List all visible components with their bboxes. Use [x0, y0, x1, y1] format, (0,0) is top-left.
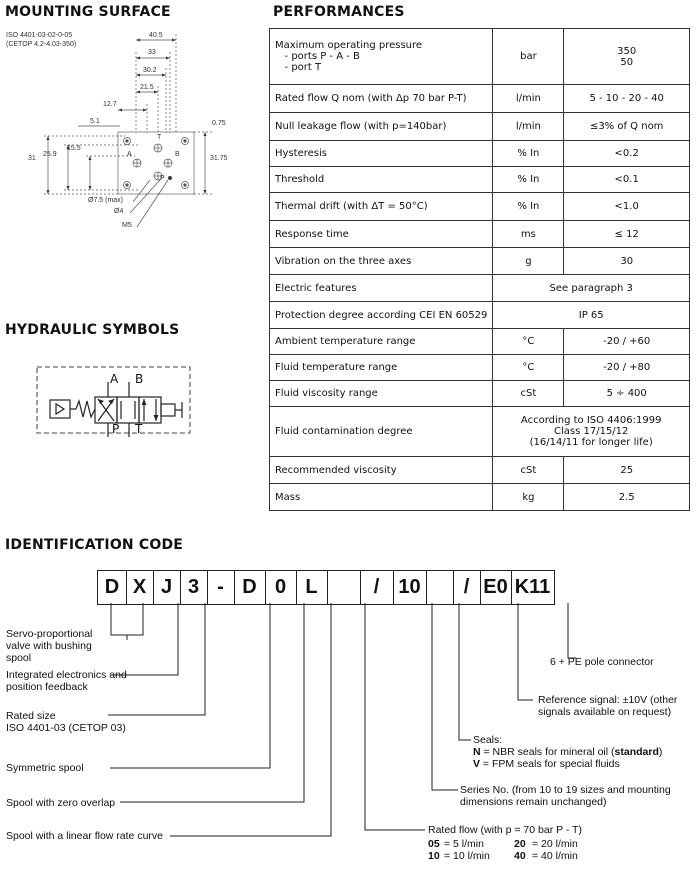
label-symmetric-spool: Symmetric spool — [6, 762, 84, 774]
code-box: - — [207, 570, 235, 605]
note-m5: M5 — [122, 222, 132, 229]
dim-25-9: 25.9 — [43, 151, 57, 158]
performance-row — [270, 193, 690, 221]
performances-table — [269, 28, 690, 511]
performances-heading: PERFORMANCES — [273, 4, 405, 20]
performance-parameter: Mass — [270, 484, 493, 511]
mounting-surface-heading: MOUNTING SURFACE — [5, 4, 171, 20]
code-box: D — [97, 570, 127, 605]
performance-value: <1.0 — [564, 193, 690, 221]
performance-row — [270, 248, 690, 275]
code-box: 0 — [265, 570, 297, 605]
label-integrated-electronics: Integrated electronics and position feedback — [6, 669, 127, 693]
performance-parameter: Null leakage flow (with p=140bar) — [270, 113, 493, 141]
dim-0-75: 0.75 — [212, 120, 226, 127]
performance-parameter: Electric features — [270, 275, 493, 302]
label-seals: Seals: N = NBR seals for mineral oil (standard) V = FPM seals for special fluids — [473, 734, 663, 770]
code-box: J — [153, 570, 181, 605]
performance-row — [270, 381, 690, 407]
label-pole-connector: 6 + PE pole connector — [550, 656, 654, 668]
performance-unit: °C — [493, 355, 564, 381]
performance-value: 2.5 — [564, 484, 690, 511]
performance-unit: bar — [493, 29, 564, 85]
hydraulic-port-B: B — [135, 372, 144, 386]
iso-standard-line2: (CETOP 4.2-4.03-350) — [6, 41, 77, 48]
label-rated-flow: Rated flow (with p = 70 bar P - T) 05 = 5 l/min 20 = 20 l/min 10 = 10 l/min 40 = 40 l/min — [428, 824, 582, 862]
performance-parameter: Fluid viscosity range — [270, 381, 493, 407]
hydraulic-port-T: T — [135, 422, 143, 436]
code-box: / — [453, 570, 481, 605]
performance-parameter: Thermal drift (with ΔT = 50°C) — [270, 193, 493, 221]
performance-parameter: Vibration on the three axes — [270, 248, 493, 275]
port-label-T: T — [157, 134, 162, 141]
code-box: 10 — [393, 570, 427, 605]
performance-unit: ms — [493, 221, 564, 248]
performance-parameter: Rated flow Q nom (with Δp 70 bar P-T) — [270, 85, 493, 113]
note-diameter-7-5: Ø7.5 (max) — [88, 197, 124, 204]
hydraulic-symbols-heading: HYDRAULIC SYMBOLS — [5, 322, 180, 338]
code-box: X — [126, 570, 154, 605]
dim-30-2: 30.2 — [143, 67, 157, 74]
performance-value: 5 ÷ 400 — [564, 381, 690, 407]
label-reference-signal: Reference signal: ±10V (other signals available on request) — [538, 694, 678, 718]
performance-unit: % In — [493, 193, 564, 221]
performance-row — [270, 484, 690, 511]
performance-unit: l/min — [493, 85, 564, 113]
dim-12-7: 12.7 — [103, 101, 117, 108]
performance-unit: % In — [493, 167, 564, 193]
code-box: L — [296, 570, 328, 605]
label-rated-size: Rated size ISO 4401-03 (CETOP 03) — [6, 710, 126, 734]
code-box — [426, 570, 454, 605]
code-box: 3 — [180, 570, 208, 605]
performance-value: -20 / +60 — [564, 329, 690, 355]
performance-parameter: Response time — [270, 221, 493, 248]
performance-parameter: Threshold — [270, 167, 493, 193]
performance-value: According to ISO 4406:1999 Class 17/15/12 (16/14/11 for longer life) — [493, 407, 690, 457]
performance-row — [270, 457, 690, 484]
performance-parameter: Hysteresis — [270, 141, 493, 167]
performance-value: 350 50 — [564, 29, 690, 85]
hydraulic-port-P: P — [112, 422, 120, 436]
performance-row — [270, 407, 690, 457]
code-box: / — [360, 570, 394, 605]
label-series-number: Series No. (from 10 to 19 sizes and mounting dimensions remain unchanged) — [460, 784, 671, 808]
iso-standard-line1: ISO 4401-03-02-0-05 — [6, 32, 73, 39]
label-linear-flow: Spool with a linear flow rate curve — [6, 830, 163, 842]
performance-parameter: Recommended viscosity — [270, 457, 493, 484]
performance-row — [270, 29, 690, 85]
dim-31-75: 31.75 — [210, 155, 228, 162]
performance-row — [270, 275, 690, 302]
code-box: K11 — [511, 570, 555, 605]
code-box: E0 — [480, 570, 512, 605]
identification-code-heading: IDENTIFICATION CODE — [5, 537, 184, 553]
performance-row — [270, 329, 690, 355]
performance-parameter: Maximum operating pressure - ports P - A - B - port T — [270, 29, 493, 85]
performance-value: 25 — [564, 457, 690, 484]
performance-parameter: Fluid contamination degree — [270, 407, 493, 457]
label-servo-proportional: Servo-proportional valve with bushing spool — [6, 628, 93, 664]
port-label-B: B — [175, 151, 180, 158]
performance-parameter: Ambient temperature range — [270, 329, 493, 355]
performance-value: 30 — [564, 248, 690, 275]
performance-row — [270, 85, 690, 113]
performance-value: IP 65 — [493, 302, 690, 329]
performance-row — [270, 355, 690, 381]
note-diameter-4: Ø4 — [114, 208, 124, 215]
performance-unit: °C — [493, 329, 564, 355]
performance-unit: cSt — [493, 381, 564, 407]
label-zero-overlap: Spool with zero overlap — [6, 797, 116, 809]
dim-21-5: 21.5 — [140, 84, 154, 91]
performance-value: See paragraph 3 — [493, 275, 690, 302]
performance-unit: kg — [493, 484, 564, 511]
performance-parameter: Fluid temperature range — [270, 355, 493, 381]
performance-value: 5 - 10 - 20 - 40 — [564, 85, 690, 113]
performance-unit: cSt — [493, 457, 564, 484]
port-label-P: P — [160, 175, 165, 182]
dim-15-5: 15.5 — [67, 145, 81, 152]
performance-unit: g — [493, 248, 564, 275]
performance-value: ≤ 12 — [564, 221, 690, 248]
mounting-surface-drawing — [0, 20, 260, 270]
dim-33: 33 — [148, 49, 156, 56]
performance-value: <0.2 — [564, 141, 690, 167]
code-box: D — [234, 570, 266, 605]
performance-value: -20 / +80 — [564, 355, 690, 381]
performance-row — [270, 141, 690, 167]
performance-value: <0.1 — [564, 167, 690, 193]
dim-40-5: 40.5 — [149, 32, 163, 39]
performance-unit: % In — [493, 141, 564, 167]
dim-5-1: 5.1 — [90, 118, 100, 125]
performance-parameter: Protection degree according CEI EN 60529 — [270, 302, 493, 329]
performance-row — [270, 221, 690, 248]
performance-unit: l/min — [493, 113, 564, 141]
dim-31: 31 — [28, 155, 36, 162]
performance-row — [270, 302, 690, 329]
performance-value: ≤3% of Q nom — [564, 113, 690, 141]
hydraulic-port-A: A — [110, 372, 119, 386]
port-label-A: A — [127, 151, 132, 158]
performance-row — [270, 113, 690, 141]
performance-row — [270, 167, 690, 193]
code-box — [327, 570, 361, 605]
